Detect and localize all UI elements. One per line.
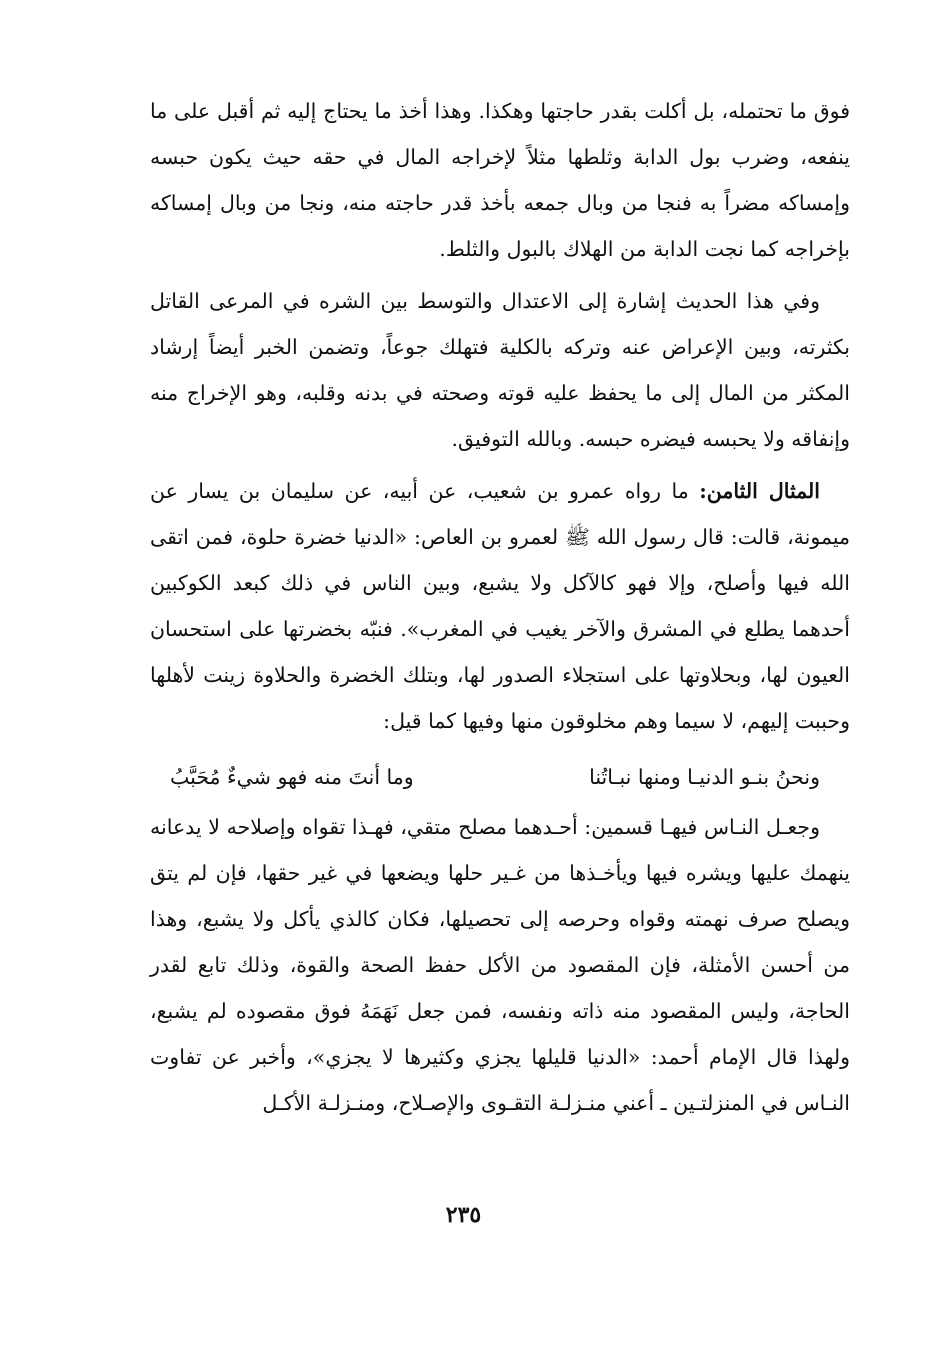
paragraph-2: وفي هذا الحديث إشارة إلى الاعتدال والتوسط بين الشره في المرعى القاتل بكثرته، وبين الإعراض عنه وتركه بالكلية فتهلك جوعاً، وتضمن الخبر أيضاً إرشاد المكثر من المال إلى ما يحفظ عليه قوته وصحته في بدنه وقلبه، وهو الإخراج منه وإنفاقه ولا يحبسه فيضره حبسه. وبالله التوفيق. [150, 289, 850, 451]
verse-second-hemistich: وما أنتَ منه فهو شيءٌ مُحَبَّبُ [170, 765, 414, 789]
paragraph-3-text: ما رواه عمرو بن شعيب، عن أبيه، عن سليمان بن يسار عن ميمونة، قالت: قال رسول الله ﷺ لعمرو بن العاص: «الدنيا خضرة حلوة، فمن اتقى الله فيها وأصلح، وإلا فهو كالآكل ولا يشبع، وبين الناس في ذلك كبعد الكوكبين أحدهما يطلع في المشرق والآخر يغيب في المغرب». فنبّه بخضرتها على استحسان العيون لها، وبحلاوتها على استجلاء الصدور لها، وبتلك الخضرة والحلاوة زينت لأهلها وحببت إليهم، لا سيما وهم مخلوقون منها وفيها كما قيل: [150, 479, 850, 733]
page-number: ٢٣٥ [445, 1202, 482, 1228]
example-label: المثال الثامن: [699, 479, 820, 503]
page-body [150, 88, 850, 1126]
poem-verse [150, 754, 850, 800]
verse-first-hemistich: ونحنُ بنـو الدنيـا ومنها نبـاتُنا [589, 765, 820, 789]
paragraph-1: فوق ما تحتمله، بل أكلت بقدر حاجتها وهكذا. وهذا أخذ ما يحتاج إليه ثم أقبل على ما ينفعه، وضرب بول الدابة وثلطها مثلاً لإخراجه المال في حقه حيث يكون حبسه وإمساكه مضراً به فنجا من وبال جمعه بأخذ قدر حاجته منه، ونجا من وبال إمساكه بإخراجه كما نجت الدابة من الهلاك بالبول والثلط. [150, 99, 850, 261]
paragraph-4: وجعـل النـاس فيهـا قسمين: أحـدهما مصلح متقي، فهـذا تقواه وإصلاحه لا يدعانه ينهمك عليها ويشره فيها ويأخـذها من غـير حلها ويضعها في غير حقها، فإن لم يتق ويصلح صرف نهمته وقواه وحرصه إلى تحصيلها، فكان كالذي يأكل ولا يشبع، وهذا من أحسن الأمثلة، فإن المقصود من الأكل حفظ الصحة والقوة، وذلك تابع لقدر الحاجة، وليس المقصود منه ذاته ونفسه، فمن جعل نَهَمَهُ فوق مقصوده لم يشبع، ولهذا قال الإمام أحمد: «الدنيا قليلها يجزي وكثيرها لا يجزي»، وأخبر عن تفاوت النـاس في المنزلتـين ـ أعني منـزلـة التقـوى والإصـلاح، ومنـزلـة الأكـل [150, 815, 850, 1115]
paragraph-3 [150, 468, 850, 744]
